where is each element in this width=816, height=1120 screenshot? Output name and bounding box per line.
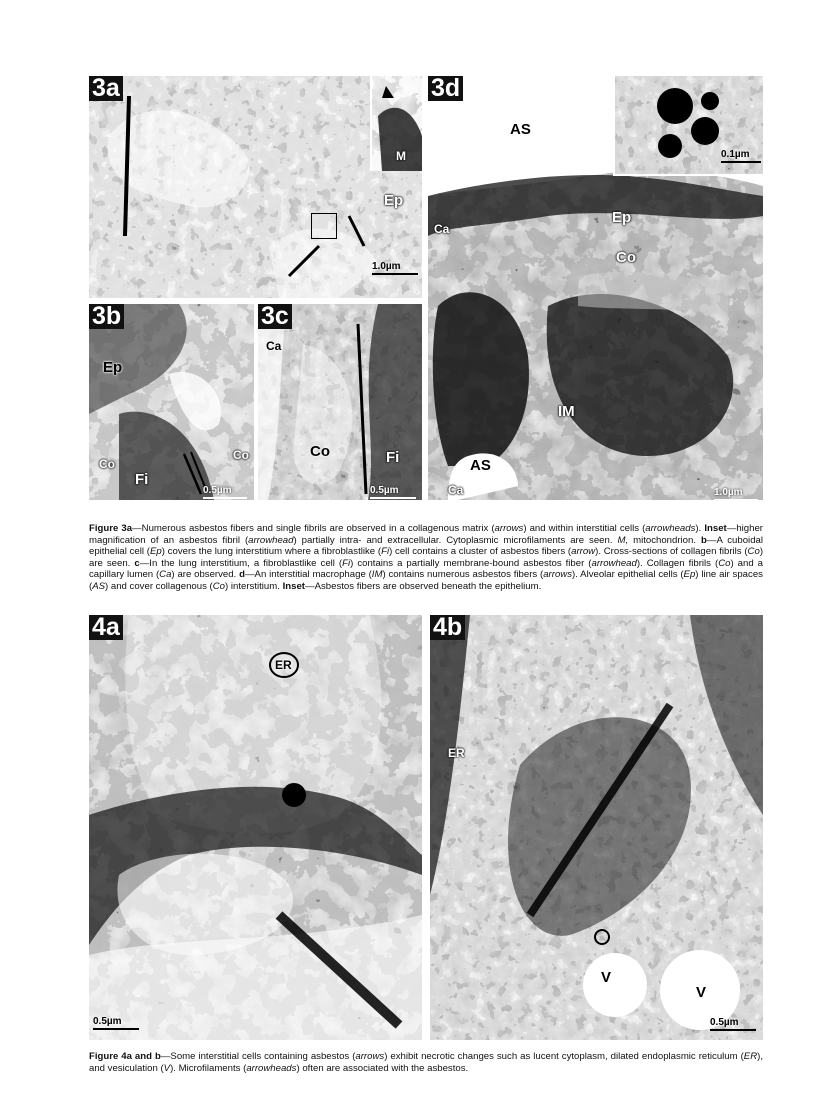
figure-3b-label-co-right: Co [233, 448, 249, 462]
figure-4b-scale-bar: 0.5µm [710, 1018, 756, 1031]
figure-3d-inset-scale-bar: 0.1µm [721, 150, 761, 163]
figure-3-caption: Figure 3a—Numerous asbestos fibers and single fibrils are observed in a collagenous matrix (arrows) and within interstitial cells (arrowheads). Inset—higher magnification of an asbestos fibril (arrowhead) partially intra- and extracellular. Cytoplasmic microfilaments are seen. M, mitochondrion. b—A cuboidal epithelial cell (Ep) covers the lung interstitium where a fibroblastlike (Fi) cell contains a cluster of asbestos fibers (arrow). Cross-sections of collagen fibrils (Co) are seen. c—In the lung interstitium, a fibroblastlike cell (Fi) contains a partially membrane-bound asbestos fiber (arrowhead). Collagen fibrils (Co) and a capillary lumen (Ca) are observed. d—An interstitial macrophage (IM) contains numerous asbestos fibers (arrows). Alveolar epithelial cells (Ep) line air spaces (AS) and cover collagenous (Co) interstitium. Inset—Asbestos fibers are observed beneath the epithelium. [89, 523, 764, 592]
figure-3a-inset [370, 76, 422, 171]
figure-3c-scale-bar: 0.5µm [370, 486, 416, 499]
figure-4b-micrograph [430, 615, 763, 1040]
figure-3d-label-ep: Ep [612, 209, 632, 226]
figure-3b-label-ep: Ep [103, 359, 123, 376]
figure-3b-label-fi: Fi [135, 471, 149, 488]
figure-3a-label-m: M [396, 149, 406, 163]
figure-3d-label-as-bottom: AS [470, 457, 491, 474]
figure-4a-label-er: ER [275, 658, 292, 672]
figure-4b-label-v-left: V [601, 969, 612, 986]
figure-4b-label: 4b [430, 615, 465, 640]
figure-4b-label-er: ER [448, 746, 465, 760]
figure-3c-label: 3c [258, 304, 292, 329]
figure-4-caption: Figure 4a and b—Some interstitial cells containing asbestos (arrows) exhibit necrotic changes such as lucent cytoplasm, dilated endoplasmic reticulum (ER), and vesiculation (V). Microfilaments (arrowheads) often are associated with the asbestos. [89, 1051, 763, 1074]
figure-3d-label: 3d [428, 76, 463, 101]
figure-3d-label-ca-bottom: Ca [448, 483, 464, 497]
figure-3d-label-im: IM [558, 403, 575, 420]
figure-3a-micrograph [89, 76, 422, 298]
figure-3b-label-co-left: Co [99, 457, 115, 471]
figure-3d-label-co: Co [616, 249, 636, 266]
figure-3a-box-outline [311, 213, 337, 239]
figure-4a-scale-bar: 0.5µm [93, 1017, 139, 1030]
figure-3b-label: 3b [89, 304, 124, 329]
figure-3d-scale-bar: 1.0µm [714, 488, 758, 500]
figure-3b-scale-bar: 0.5µm [203, 486, 247, 499]
figure-3d-inset [613, 76, 763, 176]
figure-3d-micrograph [428, 76, 763, 500]
figure-3c-label-co: Co [310, 443, 330, 460]
figure-3c-label-fi: Fi [386, 449, 400, 466]
figure-3a-scale-bar: 1.0µm [372, 262, 418, 275]
figure-4a-micrograph [89, 615, 422, 1040]
figure-4b-label-v-right: V [696, 984, 707, 1001]
figure-3b-micrograph [89, 304, 254, 500]
figure-3d-label-ca-top: Ca [434, 222, 450, 236]
figure-3c-micrograph [258, 304, 422, 500]
figure-3c-label-ca: Ca [266, 339, 282, 353]
figure-4a-label: 4a [89, 615, 123, 640]
figure-3d-label-as-top: AS [510, 121, 531, 138]
figure-3a-label: 3a [89, 76, 123, 101]
figure-3a-label-ep: Ep [384, 192, 404, 209]
